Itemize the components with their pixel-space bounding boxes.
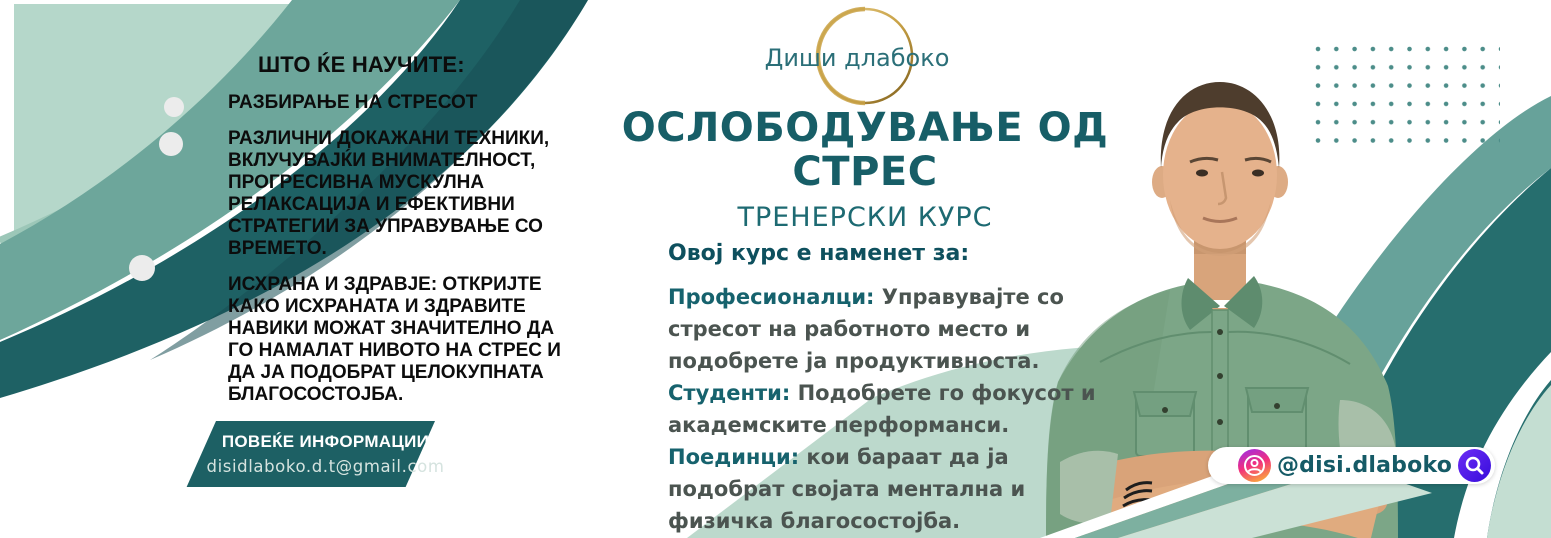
info-cta[interactable] [206,421,445,487]
page-title-line2: СТРЕС [792,149,938,195]
audience-list [668,281,1100,537]
audience-group-label: Поединци: [668,445,800,469]
search-icon[interactable] [1458,449,1491,482]
audience-group-text: кои бараат да ја подобрат својата ментална и физичка благосостојба. [668,445,1026,533]
learn-item: РАЗЛИЧНИ ДОКАЖАНИ ТЕХНИКИ, ВКЛУЧУВАЈЌИ ВНИМАТЕЛНОСТ, ПРОГРЕСИВНА МУСКУЛНА РЕЛАКСАЦИЈА И ЕФЕКТИВНИ СТРАТЕГИИ ЗА УПРАВУВАЊЕ СО ВРЕМЕТО. [228,128,550,259]
hero-title-block [600,106,1130,233]
social-handle[interactable]: @disi.dlaboko [1276,453,1453,478]
page-title-line1: ОСЛОБОДУВАЊЕ ОД [621,105,1109,151]
audience-group-label: Професионалци: [668,285,875,309]
logo-text: Диши длабоко [764,44,950,72]
info-cta-email[interactable]: disidlaboko.d.t@gmail.com [206,457,445,476]
info-cta-label: ПОВЕЌЕ ИНФОРМАЦИИ [221,432,430,451]
audience-group [668,441,1100,537]
audience-group-text: Подобрете го фокусот и академските перформанси. [668,381,1096,437]
social-badge[interactable] [1208,447,1495,484]
audience-intro: Овој курс е наменет за: [668,241,970,266]
audience-group-text: Управувајте со стресот на работното место и подобрете ја продуктивноста. [668,285,1064,373]
instagram-icon[interactable] [1238,449,1271,482]
page-subtitle: ТРЕНЕРСКИ КУРС [737,202,993,233]
learn-heading: ШТО ЌЕ НАУЧИТЕ: [258,52,465,77]
audience-group-label: Студенти: [668,381,791,405]
audience-group [668,281,1100,377]
learn-item: ИСХРАНА И ЗДРАВЈЕ: ОТКРИЈТЕ КАКО ИСХРАНАТА И ЗДРАВИТЕ НАВИКИ МОЖАТ ЗНАЧИТЕЛНО ДА ГО НАМАЛАТ НИВОТО НА СТРЕС И ДА ЈА ПОДОБРАТ ЦЕЛОКУПНАТА БЛАГОСОСТОЈБА. [228,274,561,405]
learn-item: РАЗБИРАЊЕ НА СТРЕСОТ [228,92,478,113]
audience-group [668,377,1100,441]
learn-section [228,52,584,420]
